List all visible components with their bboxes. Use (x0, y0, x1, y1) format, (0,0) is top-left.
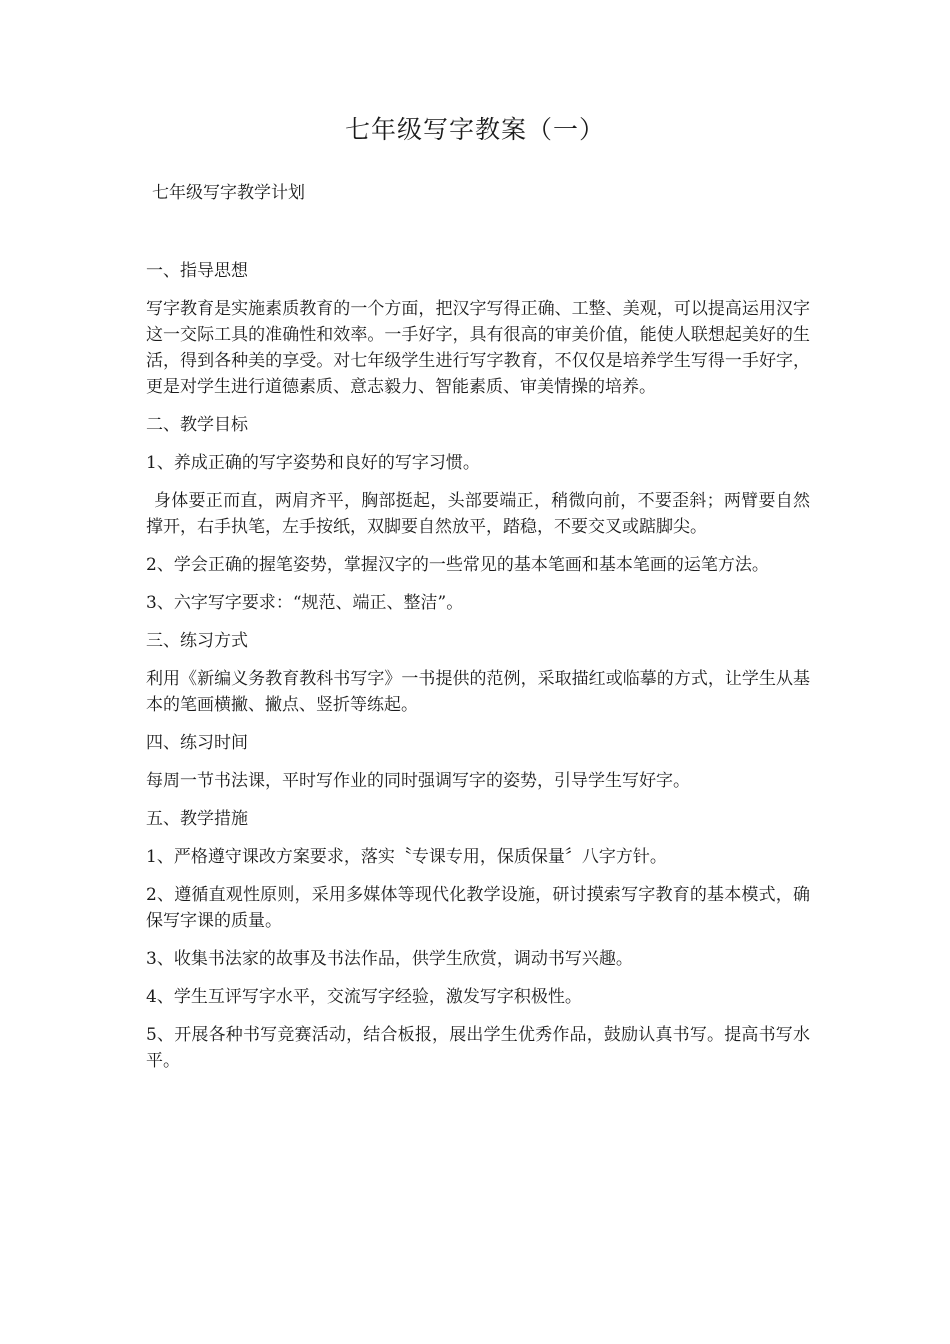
measure-item-2: 2、遵循直观性原则，采用多媒体等现代化教学设施，研讨摸索写字教育的基本模式，确保写字课的质量。 (146, 885, 810, 931)
page-subtitle: 七年级写字教学计划 (152, 183, 305, 203)
section-heading-teaching-goals: 二、教学目标 (146, 415, 248, 435)
goal-item-3: 3、六字写字要求：“规范、端正、整洁”。 (146, 593, 464, 613)
measure-item-3: 3、收集书法家的故事及书法作品，供学生欣赏，调动书写兴趣。 (146, 949, 633, 969)
paragraph-practice-time: 每周一节书法课，平时写作业的同时强调写字的姿势，引导学生写好字。 (146, 771, 690, 791)
paragraph-posture: 身体要正而直，两肩齐平，胸部挺起，头部要端正，稍微向前，不要歪斜；两臂要自然撑开，右手执笔，左手按纸，双脚要自然放平，踏稳，不要交叉或踮脚尖。 (146, 491, 810, 537)
section-heading-guiding-thought: 一、指导思想 (146, 261, 248, 281)
measure-item-1: 1、严格遵守课改方案要求，落实〝专课专用，保质保量〞八字方针。 (146, 847, 667, 867)
goal-item-2: 2、学会正确的握笔姿势，掌握汉字的一些常见的基本笔画和基本笔画的运笔方法。 (146, 555, 769, 575)
section-heading-practice-method: 三、练习方式 (146, 631, 248, 651)
document-body (146, 258, 810, 1086)
paragraph-guiding-thought: 写字教育是实施素质教育的一个方面，把汉字写得正确、工整、美观，可以提高运用汉字这一交际工具的准确性和效率。一手好字，具有很高的审美价值，能使人联想起美好的生活，得到各种美的享受。对七年级学生进行写字教育，不仅仅是培养学生写得一手好字，更是对学生进行道德素质、意志毅力、智能素质、审美情操的培养。 (146, 299, 810, 397)
section-heading-teaching-measures: 五、教学措施 (146, 809, 248, 829)
goal-item-1: 1、养成正确的写字姿势和良好的写字习惯。 (146, 453, 480, 473)
measure-item-4: 4、学生互评写字水平，交流写字经验，激发写字积极性。 (146, 987, 582, 1007)
measure-item-5: 5、开展各种书写竞赛活动，结合板报，展出学生优秀作品，鼓励认真书写。提高书写水平。 (146, 1025, 810, 1071)
page-title: 七年级写字教案（一） (344, 115, 605, 144)
section-heading-practice-time: 四、练习时间 (146, 733, 248, 753)
paragraph-practice-method: 利用《新编义务教育教科书写字》一书提供的范例，采取描红或临摹的方式，让学生从基本的笔画横撇、撇点、竖折等练起。 (146, 669, 810, 715)
